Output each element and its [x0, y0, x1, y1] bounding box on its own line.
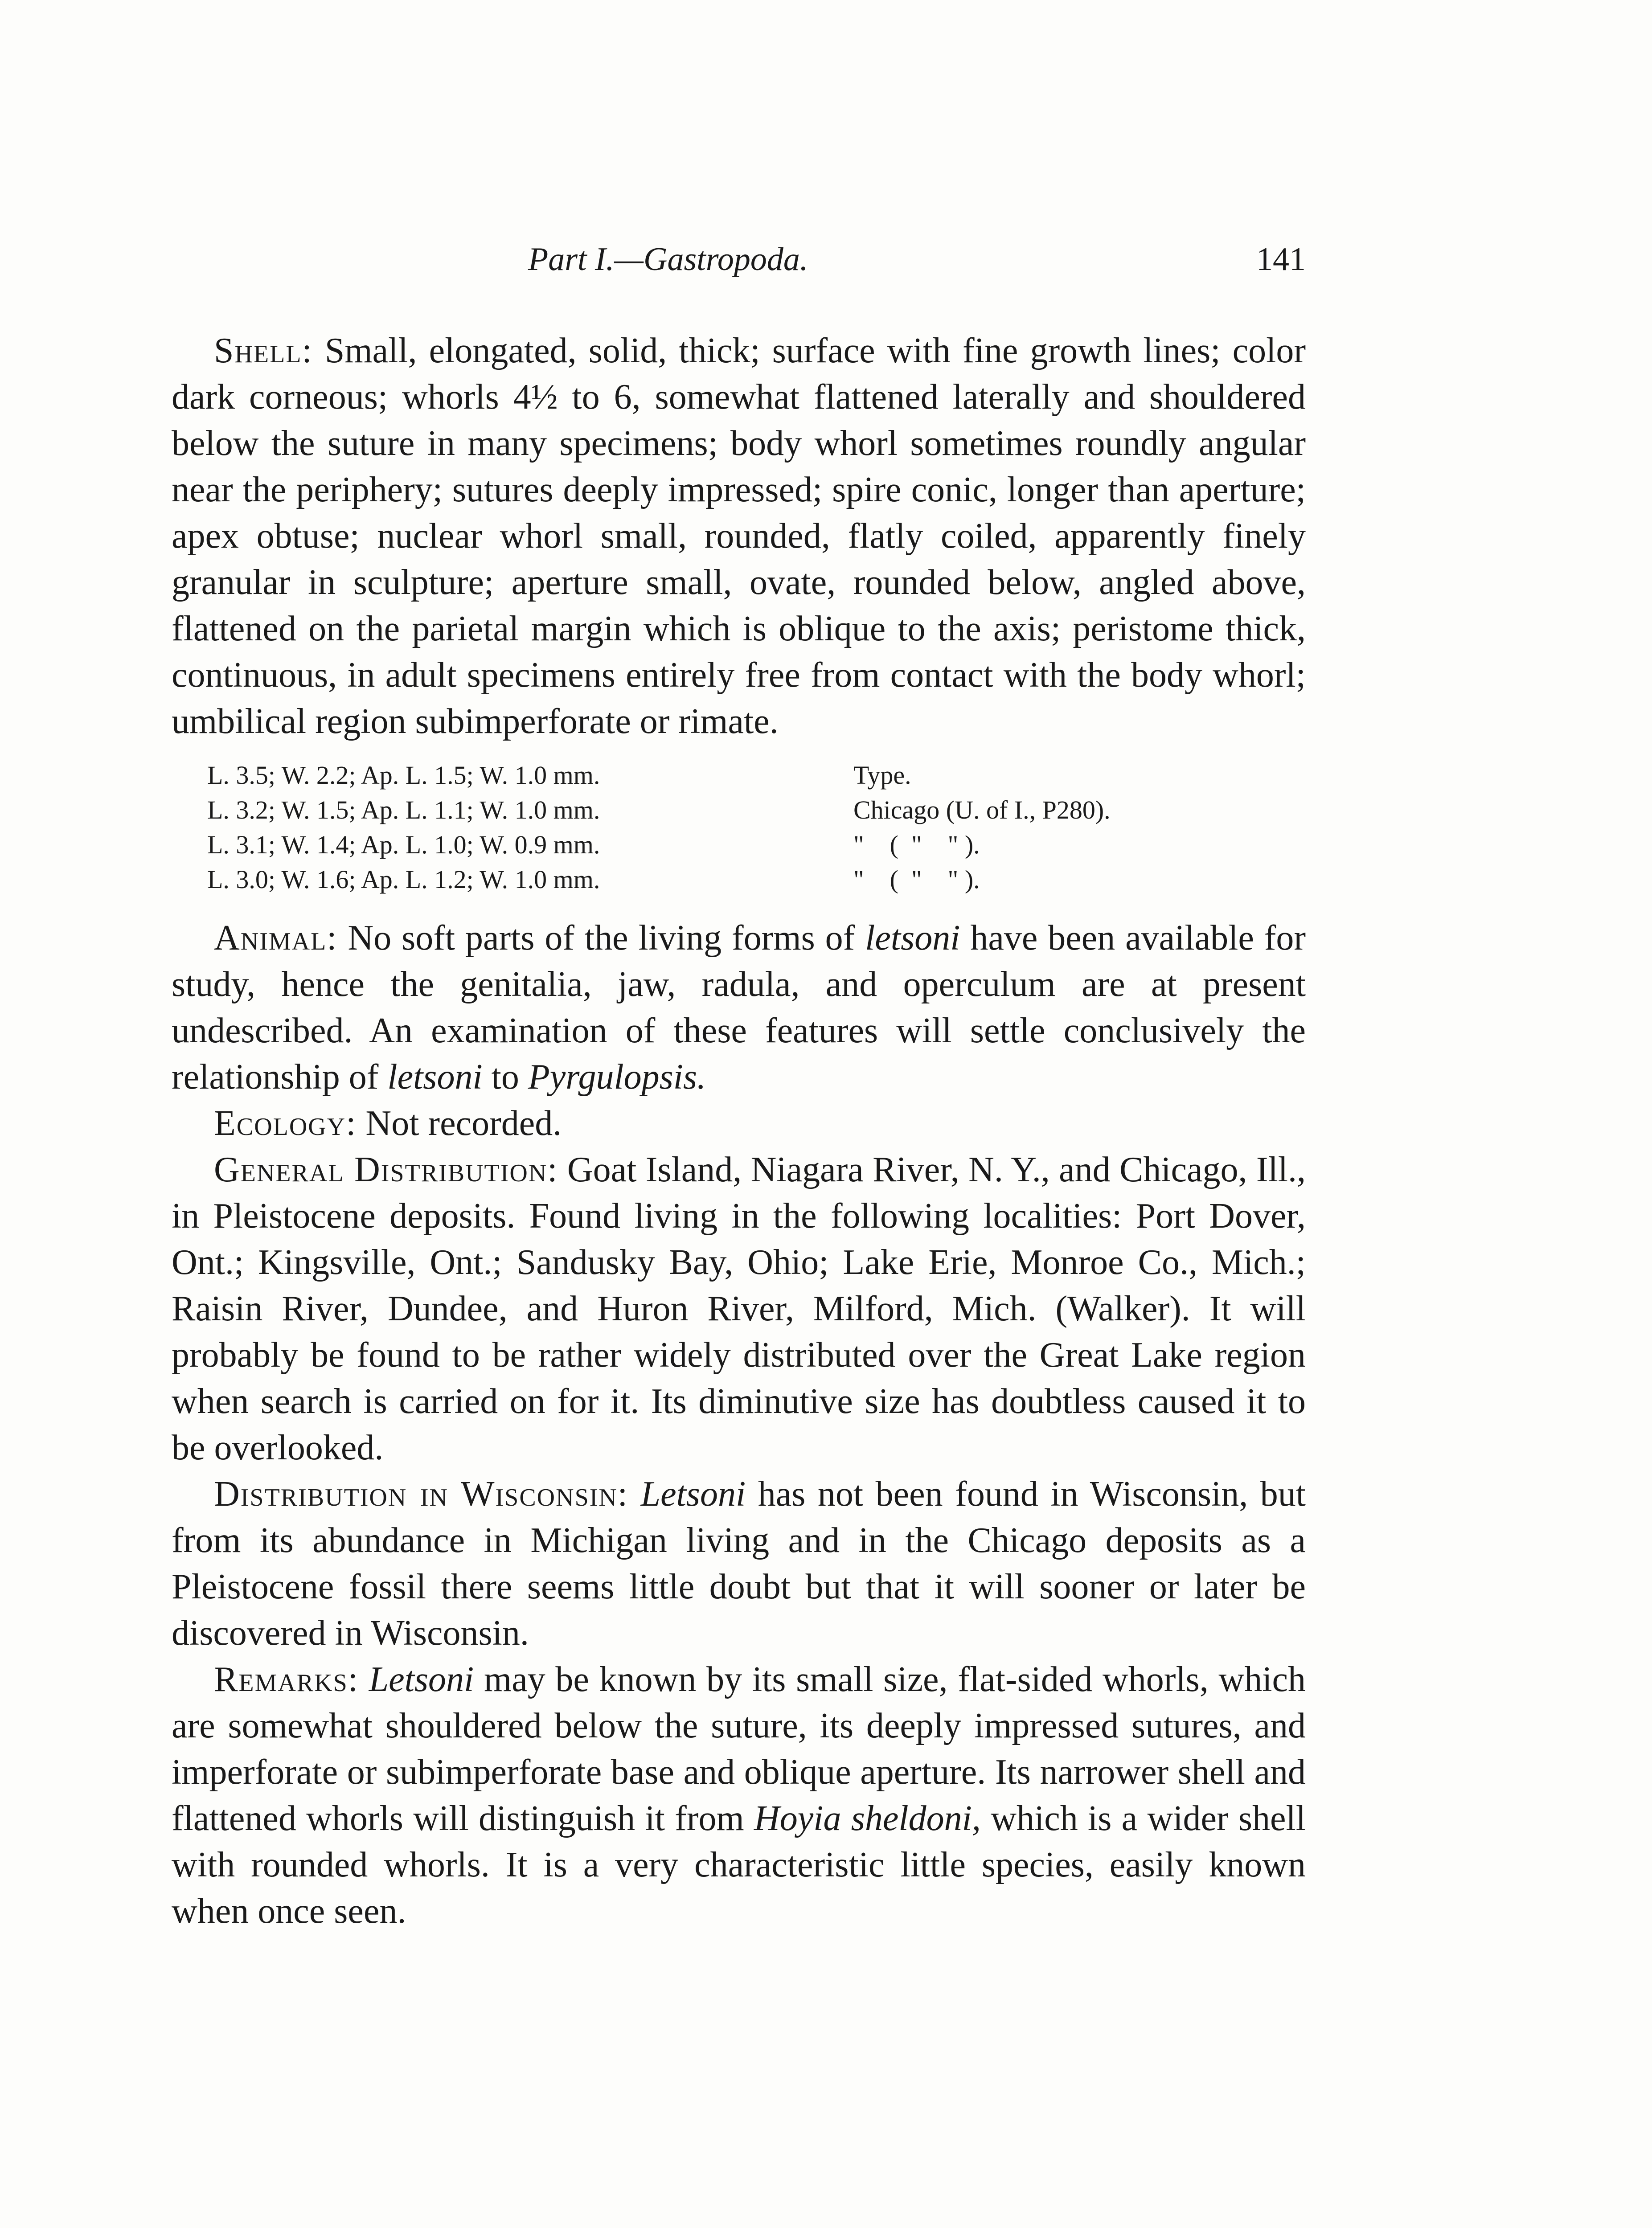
- measurement-note: " ( " " ).: [853, 865, 980, 894]
- running-title: Part I.—Gastropoda.: [528, 241, 808, 278]
- remarks-text-2: which is a wider shell with rounded whorls. It is a very characteristic little species, easily known when once seen.: [172, 1799, 1306, 1931]
- shell-text: Small, elongated, solid, thick; surface with fine growth lines; color dark corneous; whorls 4½ to 6, somewhat flattened laterally and shouldered below the suture in many specimens; body whorl sometimes roundly angular near the periphery; sutures deeply impressed; spire conic, longer than aperture; apex obtuse; nuclear whorl small, rounded, flatly coiled, apparently finely granular in sculpture; aperture small, ovate, rounded below, angled above, flattened on the parietal margin which is oblique to the axis; peristome thick, continuous, in adult specimens entirely free from contact with the body whorl; umbilical region subimperforate or rimate.: [172, 331, 1306, 741]
- general-distribution-paragraph: [172, 1147, 1306, 1471]
- measurement-note: Chicago (U. of I., P280).: [853, 795, 1111, 824]
- animal-text-3: to: [482, 1057, 528, 1097]
- ecology-text: Not recorded.: [365, 1104, 562, 1143]
- remarks-label: Remarks:: [214, 1660, 359, 1699]
- general-distribution-text: Goat Island, Niagara River, N. Y., and Chicago, Ill., in Pleistocene deposits. Found living in the following localities: Port Dover, Ont.; Kingsville, Ont.; Sandusky Bay, Ohio; Lake Erie, Monroe Co., Mich.; Raisin River, Dundee, and Huron River, Milford, Mich. (Walker). It will probably be found to be rather widely distributed over the Great Lake region when search is carried on for it. Its diminutive size has doubtless caused it to be overlooked.: [172, 1150, 1306, 1467]
- genus-name: Pyrgulopsis.: [528, 1057, 706, 1097]
- measurement-note: " ( " " ).: [853, 830, 980, 859]
- species-name: Letsoni: [369, 1660, 474, 1699]
- wisconsin-distribution-text: has not been found in Wisconsin, but from its abundance in Michigan living and in the Chicago deposits as a Pleistocene fossil there seems little doubt but that it will sooner or later be discovered in Wisconsin.: [172, 1474, 1306, 1653]
- species-name: letsoni: [387, 1057, 483, 1097]
- species-name: letsoni: [865, 918, 960, 958]
- species-name: Letsoni: [640, 1474, 746, 1514]
- measurement-row: [207, 827, 1306, 862]
- wisconsin-distribution-label: Distribution in Wisconsin:: [214, 1474, 629, 1514]
- animal-label: Animal:: [214, 918, 338, 958]
- page-body: [172, 328, 1306, 1934]
- animal-text-1: No soft parts of the living forms of: [348, 918, 865, 958]
- animal-text-2: have been available for study, hence the genitalia, jaw, radula, and operculum are at present undescribed. An examination of these features will settle conclusively the relationship of: [172, 918, 1306, 1097]
- measurements-table: [207, 758, 1306, 897]
- species-name: Hoyia sheldoni,: [754, 1799, 981, 1838]
- animal-paragraph: [172, 915, 1306, 1100]
- measurement-row: [207, 758, 1306, 793]
- remarks-text-1: may be known by its small size, flat-sided whorls, which are somewhat shouldered below the suture, its deeply impressed sutures, and imperforate or subimperforate base and oblique aperture. Its narrower shell and flattened whorls will distinguish it from: [172, 1660, 1306, 1838]
- measurement-values: L. 3.5; W. 2.2; Ap. L. 1.5; W. 1.0 mm.: [207, 761, 600, 790]
- page-number: 141: [1256, 241, 1306, 278]
- shell-paragraph: [172, 328, 1306, 745]
- shell-label: Shell:: [214, 331, 313, 370]
- ecology-label: Ecology:: [214, 1104, 357, 1143]
- measurement-values: L. 3.2; W. 1.5; Ap. L. 1.1; W. 1.0 mm.: [207, 795, 600, 824]
- remarks-paragraph: [172, 1656, 1306, 1934]
- general-distribution-label: General Distribution:: [214, 1150, 558, 1189]
- measurement-note: Type.: [853, 761, 911, 790]
- ecology-paragraph: [172, 1100, 1306, 1147]
- measurement-row: [207, 793, 1306, 827]
- running-header: [172, 241, 1306, 294]
- wisconsin-distribution-paragraph: [172, 1471, 1306, 1656]
- measurement-row: [207, 862, 1306, 897]
- measurement-values: L. 3.1; W. 1.4; Ap. L. 1.0; W. 0.9 mm.: [207, 830, 600, 859]
- measurement-values: L. 3.0; W. 1.6; Ap. L. 1.2; W. 1.0 mm.: [207, 865, 600, 894]
